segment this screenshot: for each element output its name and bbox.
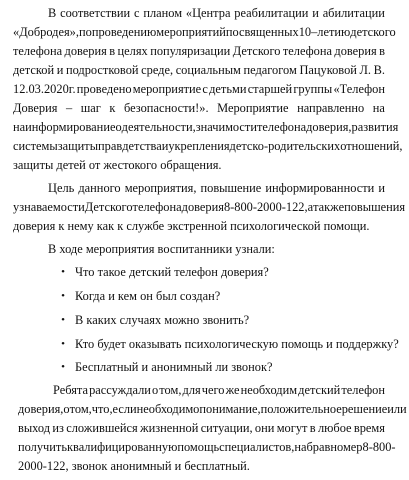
- word: о: [152, 383, 159, 397]
- word: В: [48, 6, 57, 20]
- word: с: [133, 6, 140, 20]
- word: Детского: [232, 44, 281, 58]
- word: среде,: [141, 63, 174, 77]
- word: абилитации: [322, 6, 385, 20]
- word: планом: [143, 6, 183, 20]
- word: направленно: [297, 101, 365, 115]
- word: Цель: [48, 181, 75, 195]
- word: в: [309, 421, 316, 435]
- word: и: [161, 139, 169, 153]
- paragraph-1-line-1: [48, 3, 385, 23]
- word: информирование: [25, 120, 116, 134]
- word: доверия: [64, 44, 107, 58]
- word: телефона: [132, 200, 182, 214]
- word: телефона: [13, 44, 63, 58]
- paragraph-3-line-4: [18, 437, 396, 457]
- word: время: [353, 421, 385, 435]
- word: выход: [18, 421, 51, 435]
- word: укрепления: [168, 139, 230, 153]
- word: квалифицированную: [66, 440, 178, 454]
- word: же: [225, 383, 240, 397]
- word: «Телефон: [333, 82, 385, 96]
- word: проведению: [91, 25, 157, 39]
- word: ситуации,: [200, 421, 253, 435]
- paragraph-3-line-2: [18, 399, 407, 419]
- word: специалистов,: [219, 440, 295, 454]
- word: детьми: [209, 82, 247, 96]
- word: соответствии: [60, 6, 131, 20]
- bullet-icon: •: [61, 338, 65, 350]
- word: том,: [159, 383, 182, 397]
- word: проведено: [76, 82, 132, 96]
- word: необходимо: [136, 402, 200, 416]
- word: подростковой: [65, 63, 139, 77]
- word: так: [313, 200, 331, 214]
- word: что,: [91, 402, 113, 416]
- word: значимости: [195, 120, 257, 134]
- word: популяризации: [150, 44, 231, 58]
- word: о: [63, 402, 70, 416]
- word: –: [66, 101, 73, 115]
- word: Л.: [359, 63, 372, 77]
- word: целях: [117, 44, 148, 58]
- word: с: [202, 82, 208, 96]
- word: они: [254, 421, 275, 435]
- word: реабилитации: [234, 6, 309, 20]
- word: по: [78, 25, 92, 39]
- word: на: [13, 120, 26, 134]
- word: узнаваемости: [13, 200, 85, 214]
- word: доверия: [181, 200, 224, 214]
- word: «Центра: [185, 6, 231, 20]
- word: телефон: [341, 383, 385, 397]
- word: группы: [293, 82, 333, 96]
- word: детства: [122, 139, 162, 153]
- word: Пацуковой: [299, 63, 357, 77]
- paragraph-1-line-2: [13, 22, 396, 42]
- paragraph-2-line-1: [48, 178, 385, 198]
- list-item: Что такое детский телефон доверия?: [75, 265, 269, 279]
- word: повышения: [344, 200, 406, 214]
- paragraph-3-line-3: [18, 418, 385, 438]
- word: Детского: [84, 200, 133, 214]
- word: сложившейся: [66, 421, 138, 435]
- list-item: В каких случаях можно звонить?: [75, 313, 250, 327]
- word: посвященных: [225, 25, 299, 39]
- word: могут: [276, 421, 308, 435]
- word: телефона: [282, 44, 332, 58]
- word: в: [379, 44, 385, 58]
- word: чего: [201, 383, 225, 397]
- word: необходим: [240, 383, 298, 397]
- word: системы: [13, 139, 58, 153]
- word: летию: [317, 25, 351, 39]
- word: педагогом: [243, 63, 297, 77]
- word: набрав: [294, 440, 331, 454]
- paragraph-2-line-3: доверия к нему как к службе экстренной психологической помощи.: [13, 219, 370, 233]
- word: –: [311, 25, 318, 39]
- word: положительное: [260, 402, 342, 416]
- word: детской: [13, 63, 55, 77]
- word: безопасности!».: [124, 101, 209, 115]
- bullet-list-intro: В ходе мероприятия воспитанники узнали:: [48, 242, 275, 256]
- paragraph-1-line-8: [13, 136, 403, 156]
- list-item: Кто будет оказывать психологическую помощь и поддержку?: [75, 337, 399, 351]
- word: повышение: [200, 181, 262, 195]
- word: 12.03.2020г.: [13, 82, 76, 96]
- word: понимание,: [199, 402, 261, 416]
- paragraph-1-line-3: [13, 41, 385, 61]
- word: доверия: [334, 44, 377, 58]
- word: телефона: [256, 120, 307, 134]
- word: мероприятий: [156, 25, 226, 39]
- word: 10: [298, 25, 312, 39]
- word: данного: [78, 181, 121, 195]
- word: номер: [330, 440, 363, 454]
- word: информированности: [265, 181, 375, 195]
- word: «Добродея»,: [13, 25, 79, 39]
- word: 8-800-2000-122,: [223, 200, 308, 214]
- word: детско-родительских: [229, 139, 341, 153]
- paragraph-3-line-5: 2000-122, звонок анонимный и бесплатный.: [18, 459, 250, 473]
- paragraph-1-line-7: [13, 117, 399, 137]
- word: любое: [317, 421, 352, 435]
- list-item: Когда и кем он был создан?: [75, 289, 221, 303]
- word: для: [182, 383, 201, 397]
- word: отношений,: [340, 139, 403, 153]
- word: старшей: [247, 82, 293, 96]
- word: социальным: [175, 63, 241, 77]
- word: мероприятия,: [124, 181, 197, 195]
- word: на: [372, 101, 385, 115]
- word: жизненной: [140, 421, 199, 435]
- word: и: [56, 63, 64, 77]
- word: детского: [350, 25, 396, 39]
- word: рассуждали: [89, 383, 151, 397]
- word: 8-800-: [362, 440, 396, 454]
- word: защиты: [57, 139, 99, 153]
- word: доверия,: [18, 402, 64, 416]
- word: детский: [298, 383, 341, 397]
- word: деятельности,: [121, 120, 196, 134]
- bullet-icon: •: [61, 290, 65, 302]
- bullet-icon: •: [61, 266, 65, 278]
- bullet-icon: •: [61, 314, 65, 326]
- word: прав: [98, 139, 123, 153]
- word: если: [112, 402, 137, 416]
- paragraph-1-line-5: [13, 79, 385, 99]
- word: и: [312, 6, 319, 20]
- bullet-icon: •: [61, 361, 65, 373]
- word: В.: [373, 63, 385, 77]
- paragraph-1-line-6: [13, 98, 385, 118]
- word: том,: [69, 402, 92, 416]
- word: Ребята: [53, 383, 88, 397]
- word: шаг: [80, 101, 101, 115]
- word: в: [109, 44, 116, 58]
- list-item: Бесплатный и анонимный ли звонок?: [75, 360, 273, 374]
- word: решение: [341, 402, 388, 416]
- word: доверия,: [306, 120, 352, 134]
- word: же: [330, 200, 345, 214]
- word: или: [387, 402, 407, 416]
- word: а: [307, 200, 314, 214]
- word: получить: [18, 440, 67, 454]
- word: мероприятие: [132, 82, 202, 96]
- paragraph-3-line-1: [53, 380, 385, 400]
- word: Доверия: [13, 101, 58, 115]
- word: Мероприятие: [217, 101, 289, 115]
- paragraph-2-line-2: [13, 197, 406, 217]
- paragraph-1-line-9: защиты детей от жестокого обращения.: [13, 158, 222, 172]
- word: к: [109, 101, 116, 115]
- word: и: [378, 181, 385, 195]
- paragraph-1-line-4: [13, 60, 385, 80]
- word: из: [52, 421, 64, 435]
- word: помощь: [177, 440, 220, 454]
- word: о: [115, 120, 122, 134]
- word: развития: [351, 120, 399, 134]
